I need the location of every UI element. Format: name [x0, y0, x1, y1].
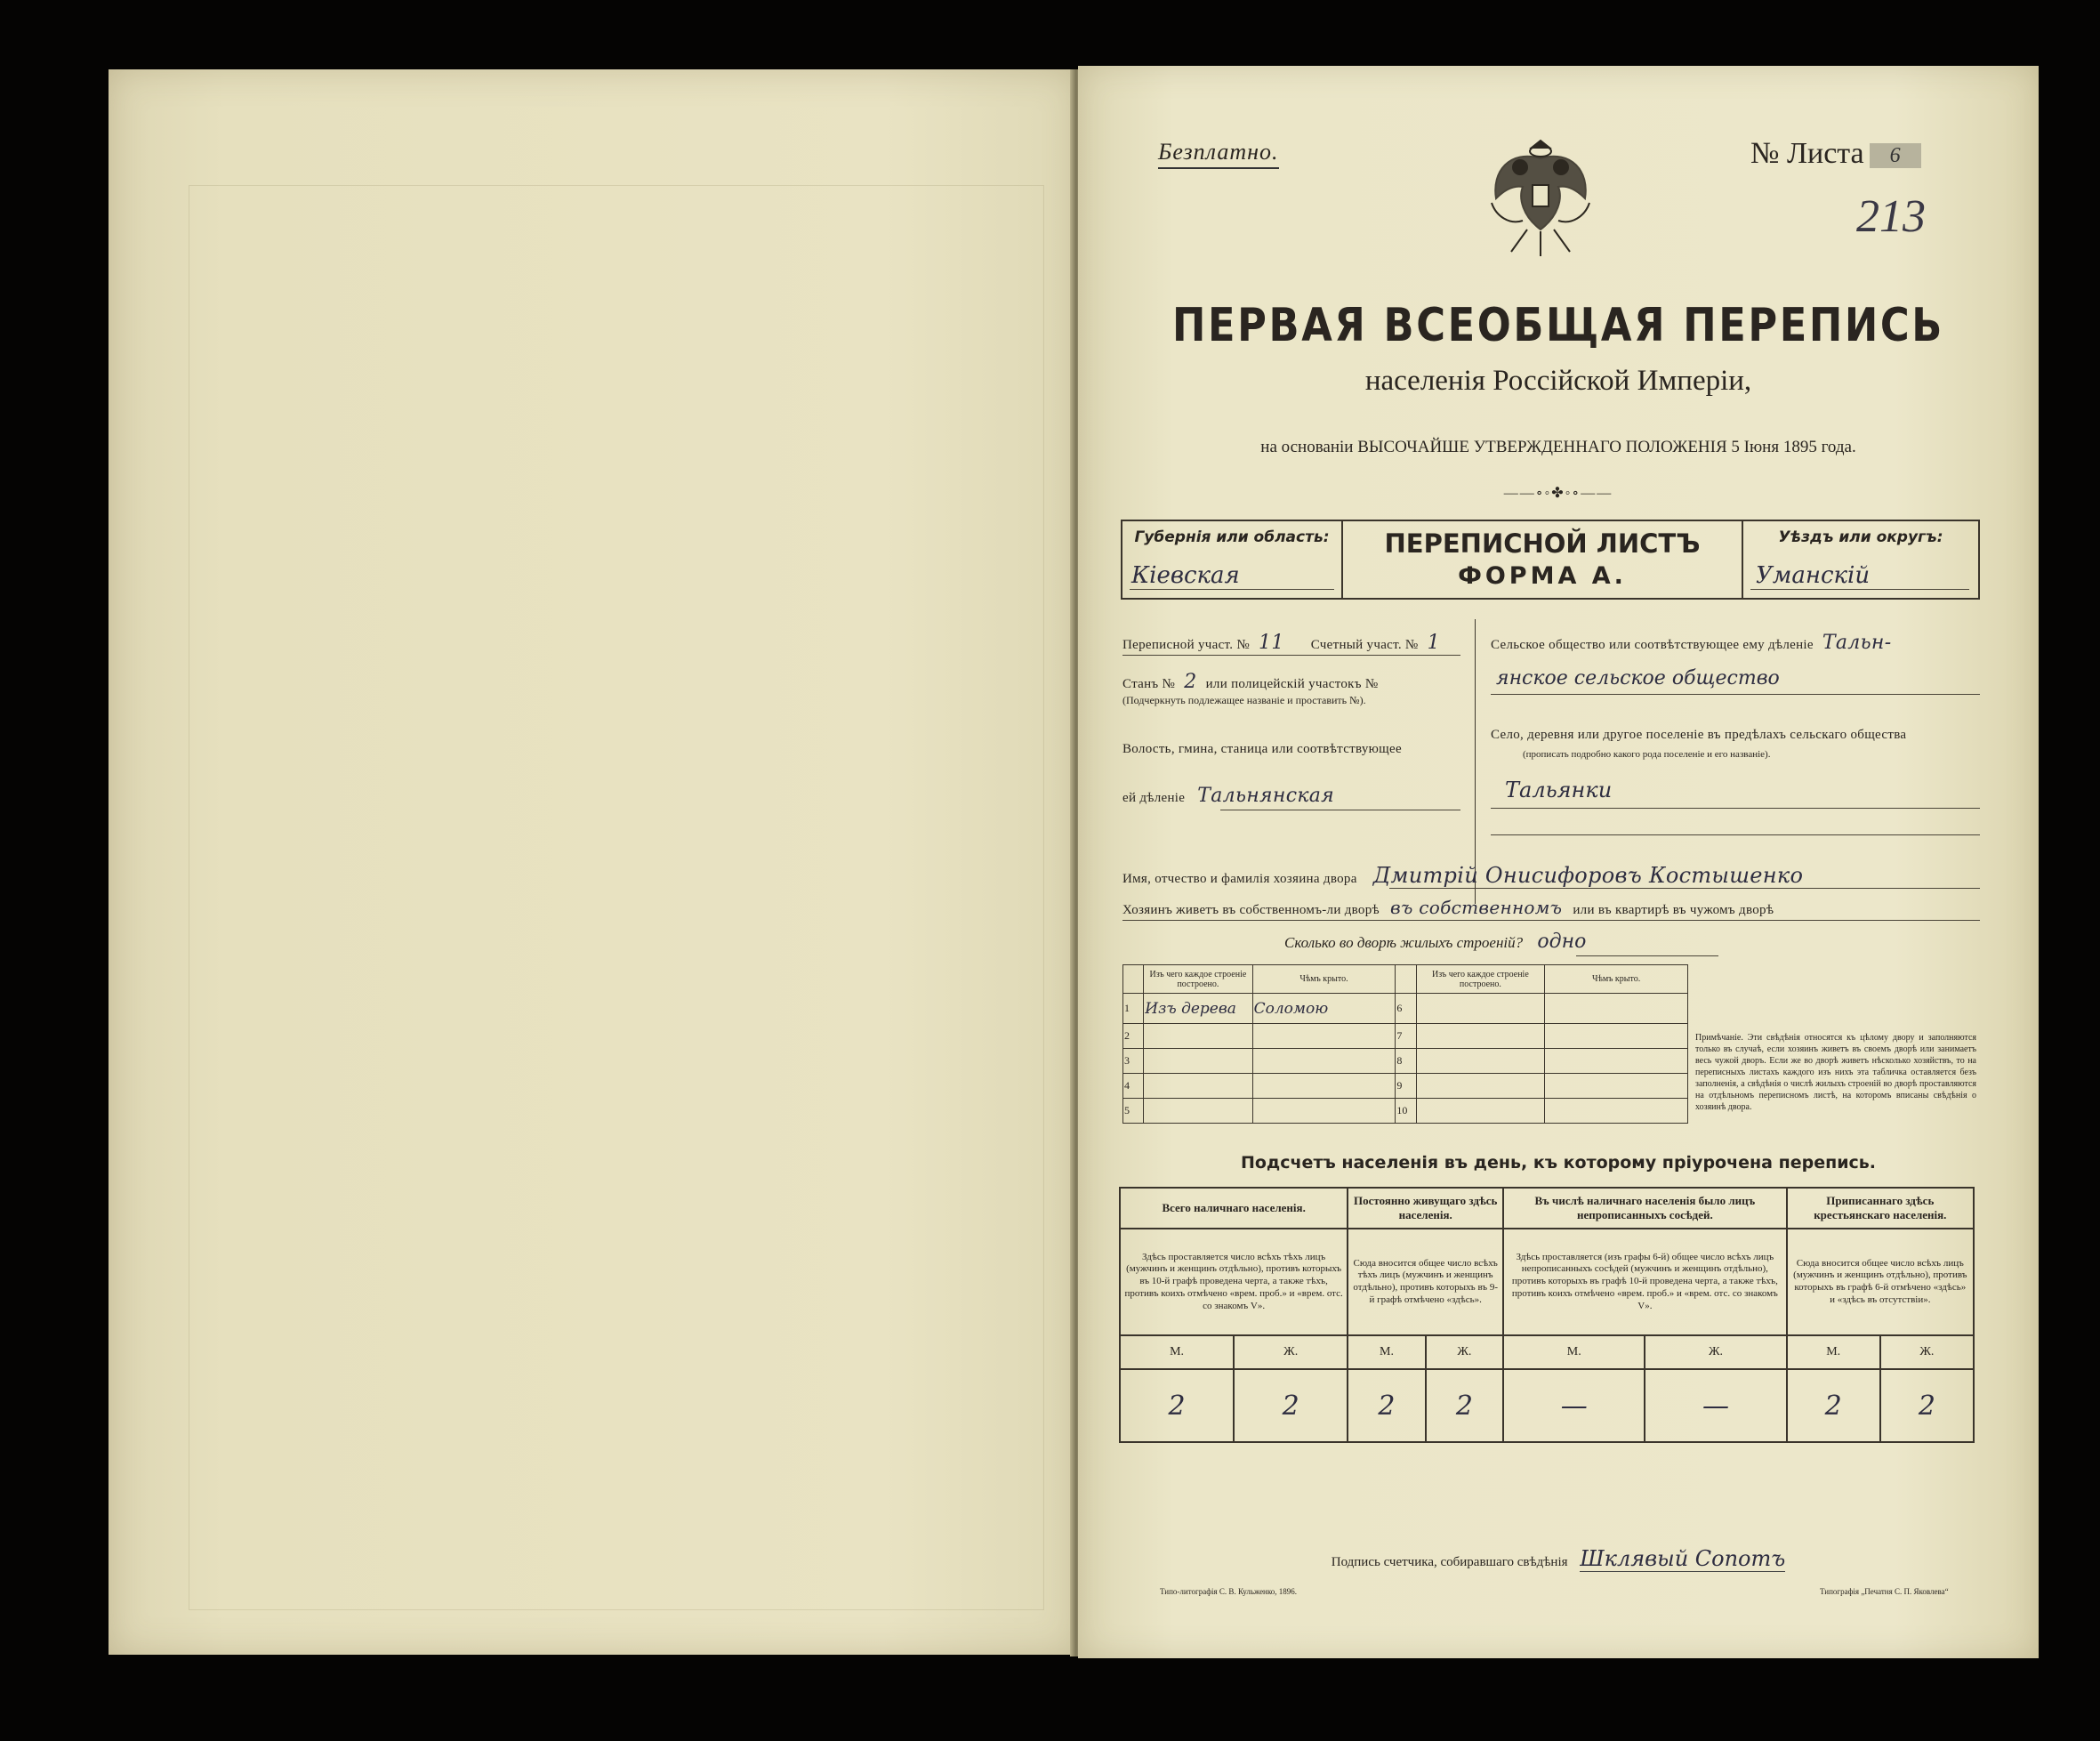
residence-field: [1122, 897, 1774, 918]
uezd-label: Уѣздъ или округъ:: [1778, 528, 1943, 546]
row-number: 5: [1123, 1099, 1144, 1124]
table-row: [1123, 1074, 1688, 1099]
count-col-description: Здѣсь проставляется (изъ графы 6-й) общее число всѣхъ лицъ непрописанныхъ сосѣдей (мужчинъ и женщинъ отдѣльно), противъ которыхъ въ графѣ 10-й проведена черта, а также тѣхъ, противъ коихъ отмѣчено «врем. проб.» и «врем. отс. со знакомъ V».: [1503, 1229, 1787, 1335]
underline: [1122, 920, 1980, 921]
count-title: Подсчетъ населенія въ день, къ которому пріурочена перепись.: [1240, 1153, 1877, 1173]
village-note: (прописать подробно какого рода поселеніе и его названіе).: [1523, 749, 1771, 760]
sheet-title: ПЕРЕПИСНОЙ ЛИСТЪ: [1384, 528, 1701, 559]
volost-label: Волость, гмина, станица или соотвѣтствующее: [1122, 742, 1402, 756]
row-number: 2: [1123, 1024, 1144, 1049]
male-label: М.: [1503, 1335, 1645, 1369]
male-label: М.: [1348, 1335, 1425, 1369]
note-text: Примѣчаніе. Эти свѣдѣнія относятся къ цѣлому двору и заполняются только въ случаѣ, если хозяинъ живетъ въ своемъ дворѣ или занимаетъ весь чужой дворъ. Если же во дворѣ живетъ нѣсколько хозяйствъ, то на переписныхъ листахъ каждого изъ нихъ эта табличка оставляется безъ заполненія, а свѣдѣнія о числѣ жилыхъ строеній во дворѣ проставляются на отдѣльномъ переписномъ листѣ, на которомъ вписаны свѣдѣнія о хозяинѣ двора.: [1695, 1033, 1976, 1112]
roof-cell: [1545, 1024, 1688, 1049]
roof-cell: Соломою: [1252, 994, 1396, 1024]
material-cell: [1416, 994, 1545, 1024]
village-value: Тальянки: [1505, 778, 1613, 802]
material-cell: [1416, 1024, 1545, 1049]
table-row: [1123, 1024, 1688, 1049]
male-label: М.: [1120, 1335, 1234, 1369]
col-material-header: Изъ чего каждое строеніе построено.: [1144, 965, 1252, 994]
underline: [1389, 888, 1980, 889]
stan-note: (Подчеркнуть подлежащее названіе и проставить №).: [1122, 694, 1366, 706]
left-page: [109, 69, 1078, 1655]
underline: [1491, 834, 1980, 835]
legal-basis: на основаніи ВЫСОЧАЙШЕ УТВЕРЖДЕННАГО ПОЛОЖЕНІЯ 5 Іюня 1895 года.: [1260, 438, 1856, 456]
census-section-value: 11: [1259, 632, 1284, 654]
stan-label: Станъ №: [1122, 677, 1176, 691]
province-label: Губернія или область:: [1134, 528, 1330, 546]
table-row: [1123, 1099, 1688, 1124]
material-cell: Изъ дерева: [1144, 994, 1252, 1024]
roof-cell: [1545, 1074, 1688, 1099]
buildings-value: одно: [1537, 931, 1587, 953]
material-cell: [1416, 1074, 1545, 1099]
roof-cell: [1252, 1099, 1396, 1124]
female-label: Ж.: [1234, 1335, 1348, 1369]
material-cell: [1144, 1099, 1252, 1124]
count-col-description: Здѣсь проставляется число всѣхъ тѣхъ лицъ (мужчинъ и женщинъ отдѣльно), противъ которыхъ въ 10-й графѣ проведена черта, а также тѣхъ, противъ коихъ отмѣчено «врем. проб.» и «врем. отс. со знакомъ V».: [1120, 1229, 1348, 1335]
male-label: М.: [1787, 1335, 1880, 1369]
society-label: Сельское общество или соотвѣтствующее ему дѣленіе: [1491, 638, 1814, 652]
society-value-2: янское сельское общество: [1496, 667, 1780, 689]
stan-rest: или полицейскій участокъ №: [1205, 677, 1379, 691]
material-cell: [1416, 1049, 1545, 1074]
underline: [1750, 589, 1969, 590]
row-number: 9: [1396, 1074, 1416, 1099]
row-number: 1: [1123, 994, 1144, 1024]
roof-cell: [1252, 1049, 1396, 1074]
stan-field: [1122, 671, 1378, 693]
col-material-header: Изъ чего каждое строеніе построено.: [1416, 965, 1545, 994]
female-count: 2: [1234, 1369, 1348, 1442]
roof-cell: [1545, 1049, 1688, 1074]
roof-cell: [1252, 1074, 1396, 1099]
volost-field: [1122, 785, 1334, 807]
row-number: 6: [1396, 994, 1416, 1024]
row-number: 4: [1123, 1074, 1144, 1099]
printer-note-right: Типографія „Печатня С. П. Яковлева“: [1820, 1587, 1949, 1596]
stan-value: 2: [1184, 671, 1197, 693]
buildings-table: [1122, 964, 1688, 1124]
volost-value: Тальнянская: [1197, 785, 1335, 807]
count-section-label: Счетный участ. №: [1310, 638, 1419, 652]
buildings-label: Сколько во дворѣ жилыхъ строеній?: [1284, 934, 1524, 951]
col-roof-header: Чѣмъ крыто.: [1252, 965, 1396, 994]
male-count: —: [1503, 1369, 1645, 1442]
female-label: Ж.: [1426, 1335, 1503, 1369]
underline: [1122, 655, 1460, 656]
header-box: [1121, 520, 1980, 600]
material-cell: [1144, 1074, 1252, 1099]
material-cell: [1144, 1049, 1252, 1074]
row-number: 7: [1396, 1024, 1416, 1049]
material-cell: [1416, 1099, 1545, 1124]
count-col-header: Всего наличнаго населенія.: [1120, 1188, 1348, 1229]
col-roof-header: Чѣмъ крыто.: [1545, 965, 1688, 994]
sheet-handwritten-number: 213: [1856, 191, 1926, 242]
female-label: Ж.: [1645, 1335, 1786, 1369]
blank-cell: [1123, 965, 1144, 994]
male-count: 2: [1348, 1369, 1425, 1442]
left-page-faint-frame: [189, 185, 1044, 1610]
row-number: 3: [1123, 1049, 1144, 1074]
female-label: Ж.: [1880, 1335, 1974, 1369]
female-count: —: [1645, 1369, 1786, 1442]
society-value-1: Тальн-: [1822, 632, 1892, 654]
male-count: 2: [1787, 1369, 1880, 1442]
free-label: Безплатно.: [1158, 139, 1279, 169]
female-count: 2: [1880, 1369, 1974, 1442]
signature-field: [1078, 1546, 2039, 1571]
form-subtitle: населенія Россійской Имперіи,: [1364, 365, 1752, 397]
underline: [1491, 808, 1980, 809]
residence-value: въ собственномъ: [1390, 897, 1563, 918]
table-row: [1123, 994, 1688, 1024]
count-col-description: Сюда вносится общее число всѣхъ тѣхъ лицъ (мужчинъ и женщинъ отдѣльно), противъ которыхъ въ 9-й графѣ отмѣчено «здѣсь».: [1348, 1229, 1503, 1335]
owner-field: [1122, 863, 1803, 888]
residence-label: Хозяинъ живетъ въ собственномъ-ли дворѣ: [1122, 903, 1380, 917]
form-type: ФОРМА А.: [1458, 562, 1627, 590]
province-value: Кiевская: [1131, 562, 1240, 589]
underline: [1491, 694, 1980, 695]
roof-cell: [1545, 1099, 1688, 1124]
signature-value: Шклявый Сопотъ: [1580, 1546, 1786, 1571]
sheet-number: [1750, 137, 1921, 171]
male-count: 2: [1120, 1369, 1234, 1442]
uezd-value: Уманскій: [1756, 562, 1871, 589]
count-col-header: Приписаннаго здѣсь крестьянскаго населенія.: [1787, 1188, 1974, 1229]
owner-label: Имя, отчество и фамилія хозяина двора: [1122, 872, 1357, 886]
count-col-description: Сюда вносится общее число всѣхъ лицъ (мужчинъ и женщинъ отдѣльно), противъ которыхъ въ графѣ 6-й отмѣчено «здѣсь» и «здѣсь въ отсутствіи».: [1787, 1229, 1974, 1335]
female-count: 2: [1426, 1369, 1503, 1442]
sheet-number-value: 6: [1870, 143, 1921, 168]
double-headed-eagle-emblem: [1474, 132, 1607, 265]
underline: [1130, 589, 1334, 590]
signature-label: Подпись счетчика, собиравшаго свѣдѣнія: [1331, 1555, 1568, 1569]
row-number: 10: [1396, 1099, 1416, 1124]
residence-rest: или въ квартирѣ въ чужомъ дворѣ: [1573, 903, 1774, 917]
count-col-header: Постоянно живущаго здѣсь населенія.: [1348, 1188, 1503, 1229]
count-col-header: Въ числѣ наличнаго населенія было лицъ непрописанныхъ сосѣдей.: [1503, 1188, 1787, 1229]
sheet-number-label: № Листа: [1750, 137, 1864, 170]
printer-note-left: Типо-литографія С. В. Кульженко, 1896.: [1160, 1587, 1298, 1596]
underline: [1576, 955, 1718, 956]
count-section-value: 1: [1427, 632, 1440, 654]
form-title: ПЕРВАЯ ВСЕОБЩАЯ ПЕРЕПИСЬ: [1172, 299, 1944, 352]
blank-cell: [1396, 965, 1416, 994]
volost-label-2: ей дѣленіе: [1122, 791, 1186, 805]
society-field: [1491, 632, 1891, 654]
column-divider: [1475, 619, 1476, 904]
buildings-field: [1284, 931, 1586, 953]
roof-cell: [1545, 994, 1688, 1024]
row-number: 8: [1396, 1049, 1416, 1074]
material-cell: [1144, 1024, 1252, 1049]
census-section-field: [1122, 632, 1440, 654]
ornament-divider: ——∘◦✤◦∘——: [1503, 486, 1613, 501]
census-section-label: Переписной участ. №: [1122, 638, 1250, 652]
table-row: [1123, 1049, 1688, 1074]
owner-value: Дмитрій Онисифоровъ Костышенко: [1372, 863, 1804, 888]
village-label: Село, деревня или другое поселеніе въ предѣлахъ сельскаго общества: [1491, 728, 1907, 742]
roof-cell: [1252, 1024, 1396, 1049]
census-form-page: [1078, 66, 2039, 1658]
population-count-table: [1119, 1187, 1975, 1443]
